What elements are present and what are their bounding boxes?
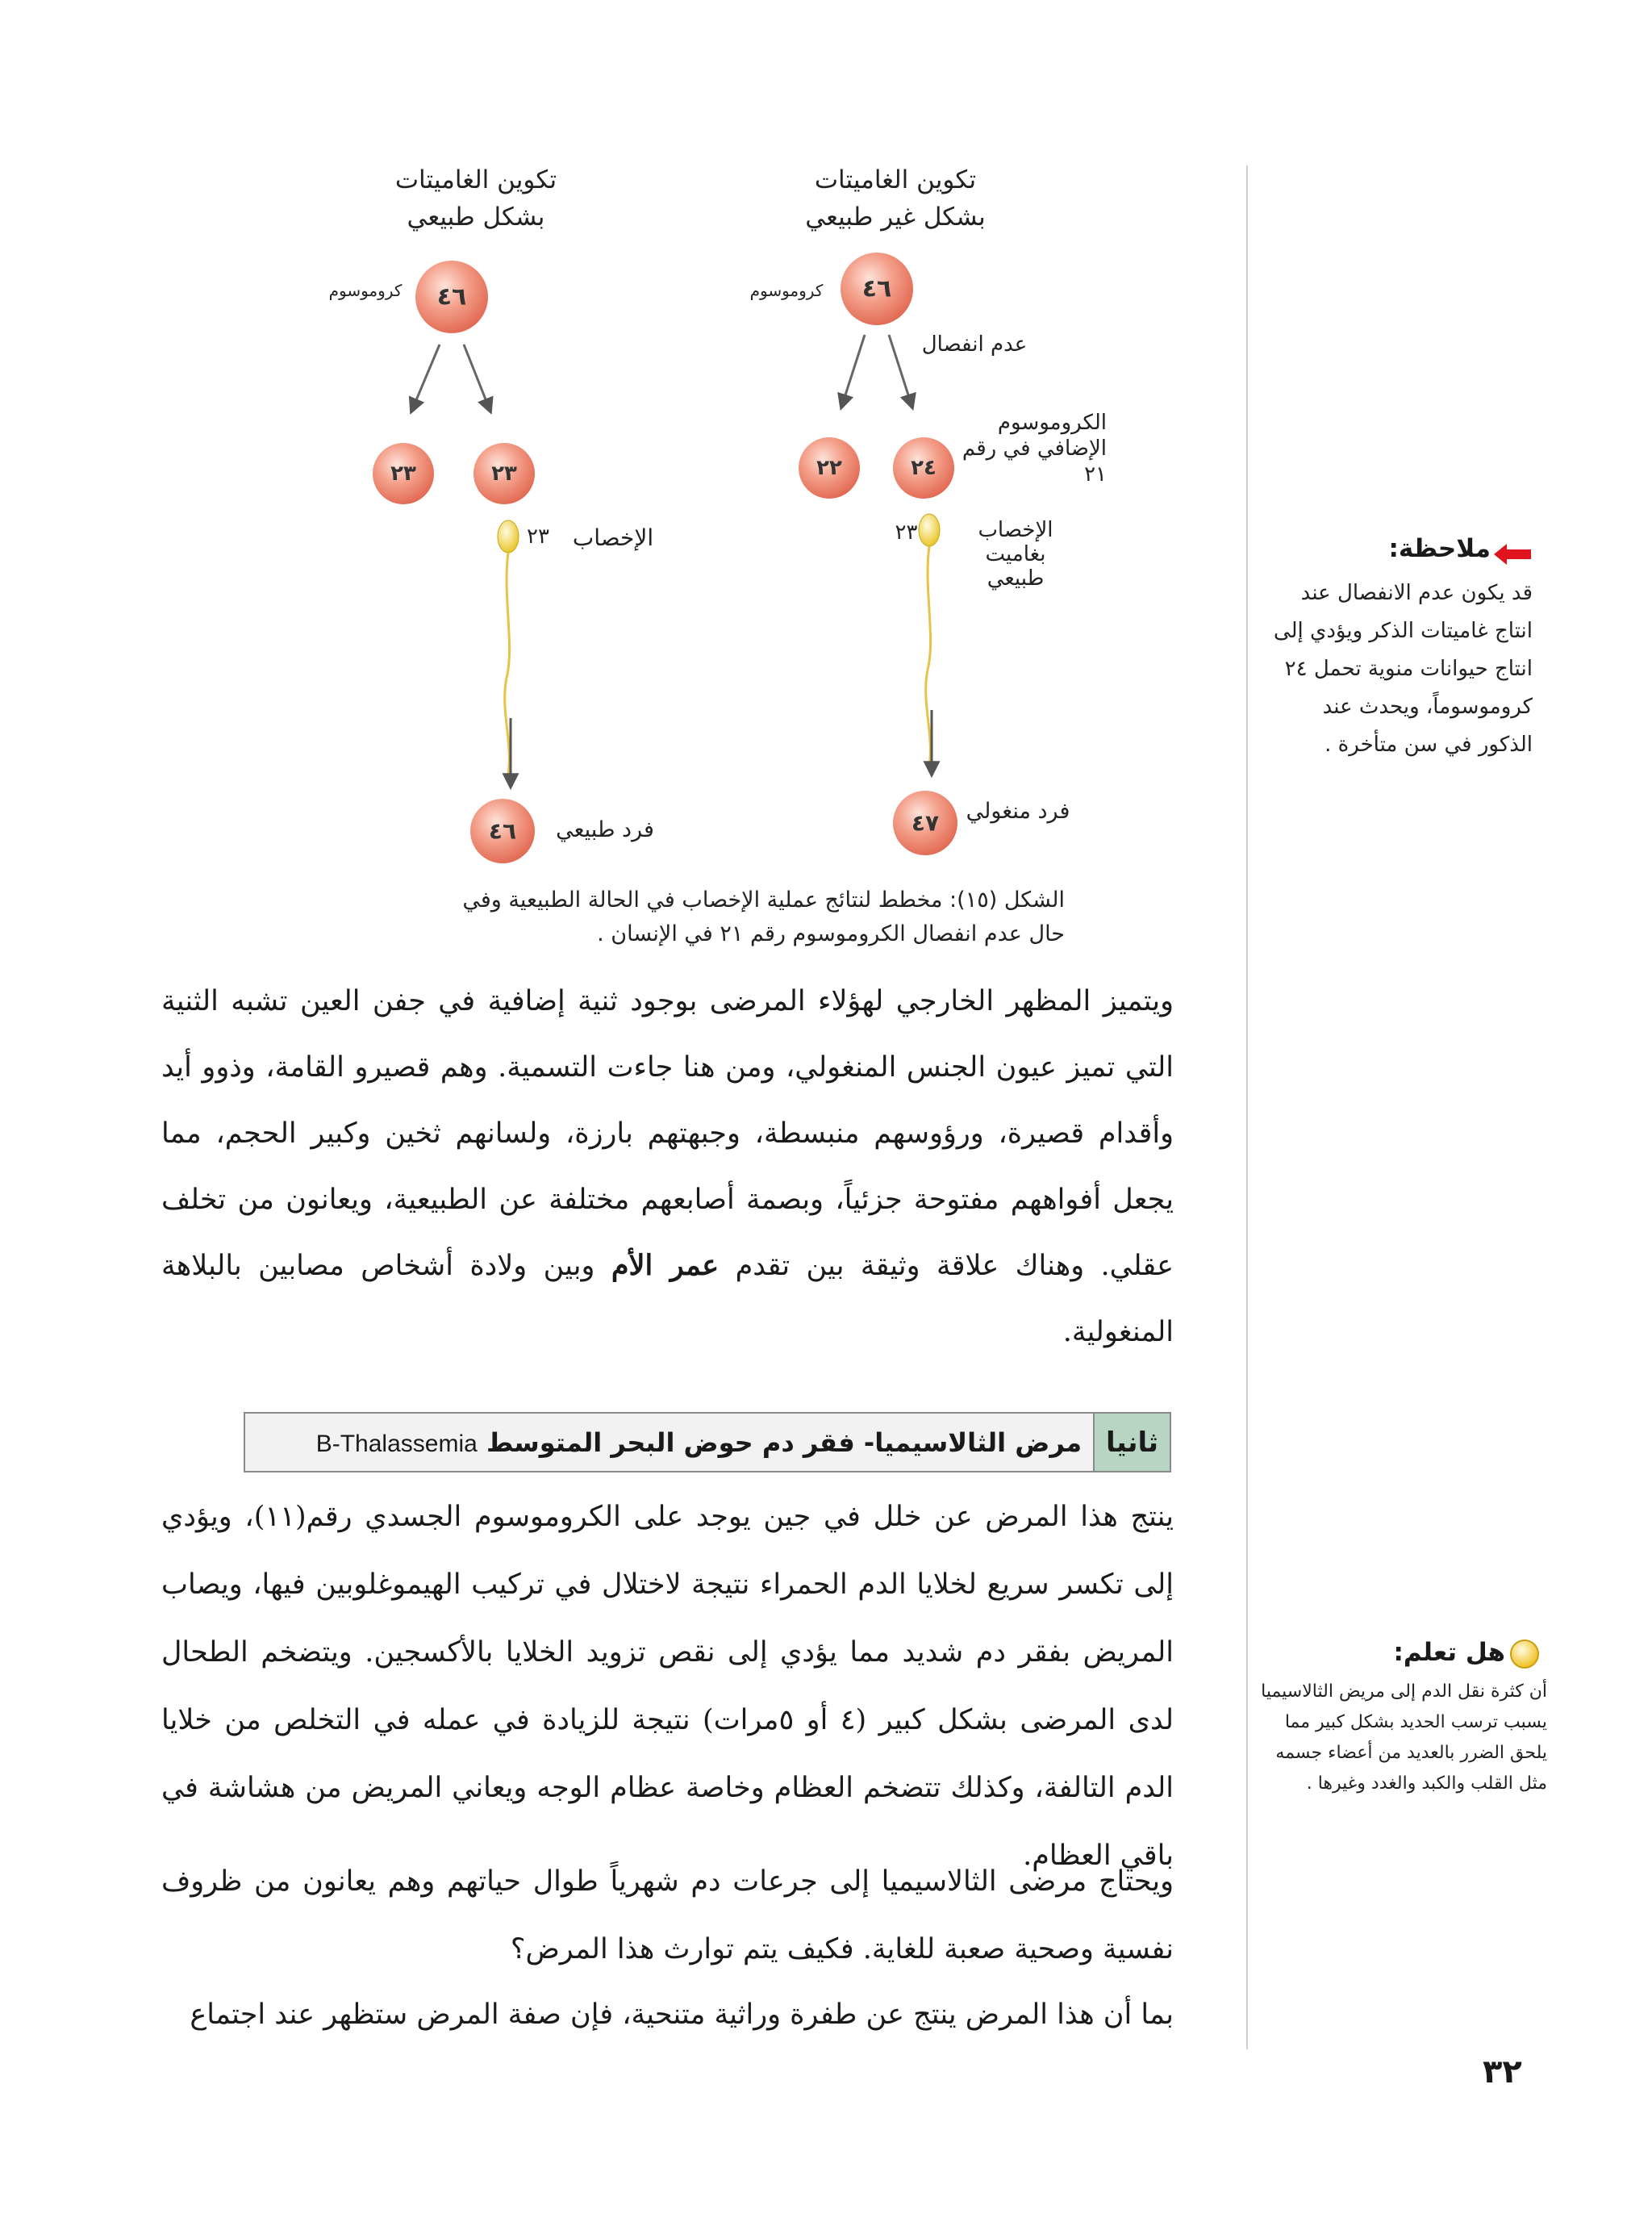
did-you-know-text: أن كثرة نقل الدم إلى مريض الثالاسيميا يسبب ترسب الحديد بشكل كبير مما يلحق الضرر بالعديد من أعضاء جسمه مثل القلب والكبد والغدد وغيرها . bbox=[1261, 1681, 1547, 1794]
section-title-latin: B-Thalassemia bbox=[315, 1430, 478, 1457]
paragraph-down-syndrome bbox=[161, 968, 1174, 1365]
mongol-individual-label: فرد منغولي bbox=[966, 799, 1070, 824]
right-parent-cell bbox=[415, 261, 488, 333]
paragraph-inheritance: بما أن هذا المرض ينتج عن طفرة وراثية متنحية، فإن صفة المرض ستظهر عند اجتماع bbox=[190, 1999, 1174, 2031]
section-title bbox=[305, 1427, 1093, 1458]
paragraph-part2: وبين ولادة أشخاص مصابين بالبلاهة المنغولية. bbox=[161, 1250, 1174, 1348]
left-chromosome-label: كروموسوم bbox=[749, 281, 824, 300]
normal-individual-label: فرد طبيعي bbox=[556, 817, 654, 842]
fertilization-label: الإخصاب bbox=[572, 524, 654, 551]
lightbulb-icon bbox=[1508, 1638, 1541, 1670]
extra-chromosome-label: الكروموسوم الإضافي في رقم ٢١ bbox=[962, 411, 1107, 487]
right-column-title: تكوين الغاميتات بشكل طبيعي bbox=[394, 165, 557, 232]
did-you-know-title: هل تعلم: bbox=[1393, 1638, 1505, 1667]
svg-text:٤٦: ٤٦ bbox=[488, 817, 517, 845]
paragraph-part1: ويتميز المظهر الخارجي لهؤلاء المرضى بوجود ثنية إضافية في جفن العين تشبه الثنية التي تميز عيون الجنس المنغولي، ومن هنا جاءت التسمية. وهم قصيرو القامة، وذوو أيد وأقدام قصيرة، ورؤوسهم منبسطة، وجبهتهم بارزة، ولسانهم ثخين وكبير الحجم، مما يجعل أفواههم مفتوحة جزئياً، وبصمة أصابعهم مختلفة عن الطبيعية، ويعانون من تخلف عقلي. وهناك علاقة وثيقة بين تقدم bbox=[161, 985, 1174, 1282]
section-heading-bar bbox=[244, 1412, 1171, 1472]
svg-text:٤٦: ٤٦ bbox=[436, 282, 467, 311]
right-sperm bbox=[498, 520, 519, 775]
left-sperm bbox=[919, 514, 940, 766]
left-gamete-a bbox=[799, 437, 860, 499]
left-split-arrow-b bbox=[889, 335, 912, 407]
svg-text:٤٧: ٤٧ bbox=[911, 809, 940, 837]
section-title-arabic: مرض الثالاسيميا- فقر دم حوض البحر المتوسط bbox=[486, 1426, 1083, 1458]
svg-text:٢٣: ٢٣ bbox=[491, 462, 517, 486]
left-sperm-number: ٢٣ bbox=[895, 520, 918, 545]
mother-age-bold: عمر الأم bbox=[611, 1249, 720, 1282]
right-split-arrow-a bbox=[411, 345, 440, 411]
svg-text:٢٤: ٢٤ bbox=[911, 456, 937, 480]
right-gamete-a bbox=[373, 443, 434, 504]
left-gamete-b bbox=[893, 437, 954, 499]
right-sperm-number: ٢٣ bbox=[527, 524, 549, 549]
figure-caption: الشكل (١٥): مخطط لنتائج عملية الإخصاب في الحالة الطبيعية وفي حال عدم انفصال الكروموسوم رقم ٢١ في الإنسان . bbox=[462, 888, 1065, 946]
right-chromosome-label: كروموسوم bbox=[328, 281, 403, 300]
right-gamete-b bbox=[473, 443, 535, 504]
left-parent-number: ٤٦ bbox=[861, 274, 892, 303]
svg-text:٢٣: ٢٣ bbox=[390, 462, 416, 486]
right-split-arrow-b bbox=[464, 345, 490, 411]
note-title: ملاحظة: bbox=[1388, 534, 1491, 563]
margin-divider bbox=[1246, 165, 1248, 2049]
nondisjunction-diagram bbox=[307, 153, 1113, 879]
fertilization-normal-gamete-label: الإخصاب بغاميت طبيعي bbox=[978, 518, 1053, 591]
nondisjunction-label: عدم انفصال bbox=[921, 332, 1028, 357]
left-parent-cell bbox=[841, 253, 913, 325]
right-result-cell bbox=[470, 799, 535, 863]
left-column-title: تكوين الغاميتات بشكل غير طبيعي bbox=[805, 165, 986, 232]
paragraph-treatment: ويحتاج مرضى الثالاسيميا إلى جرعات دم شهرياً طوال حياتهم وهم يعانون من ظروف نفسية وصحية صعبة للغاية. فكيف يتم توارث هذا المرض؟ bbox=[161, 1865, 1174, 1965]
paragraph-thalassemia: ينتج هذا المرض عن خلل في جين يوجد على الكروموسوم الجسدي رقم(١١)، ويؤدي إلى تكسر سريع لخلايا الدم الحمراء نتيجة لاختلال في تركيب الهيموغلوبين فيها، ويصاب المريض بفقر دم شديد مما يؤدي إلى نقص تزويد الخلايا بالأكسجين. ويتضخم الطحال لدى المرضى بشكل كبير (٤ أو ٥مرات) نتيجة للزيادة في عمله في التخلص من خلايا الدم التالفة، وكذلك تتضخم العظام وخاصة عظام الوجه ويعاني المريض من هشاشة في باقي العظام. bbox=[161, 1501, 1174, 1872]
left-result-cell bbox=[893, 791, 957, 855]
left-split-arrow-a bbox=[841, 335, 865, 407]
red-arrow-icon bbox=[1494, 542, 1531, 566]
svg-text:٢٢: ٢٢ bbox=[816, 456, 842, 480]
page-number: ٣٢ bbox=[1483, 2053, 1522, 2091]
section-number-label: ثانيا bbox=[1093, 1414, 1170, 1471]
diagram-graphics bbox=[307, 153, 1113, 879]
note-text: قد يكون عدم الانفصال عند انتاج غاميتات الذكر ويؤدي إلى انتاج حيوانات منوية تحمل ٢٤ كروموسوماً، ويحدث عند الذكور في سن متأخرة . bbox=[1273, 581, 1533, 757]
